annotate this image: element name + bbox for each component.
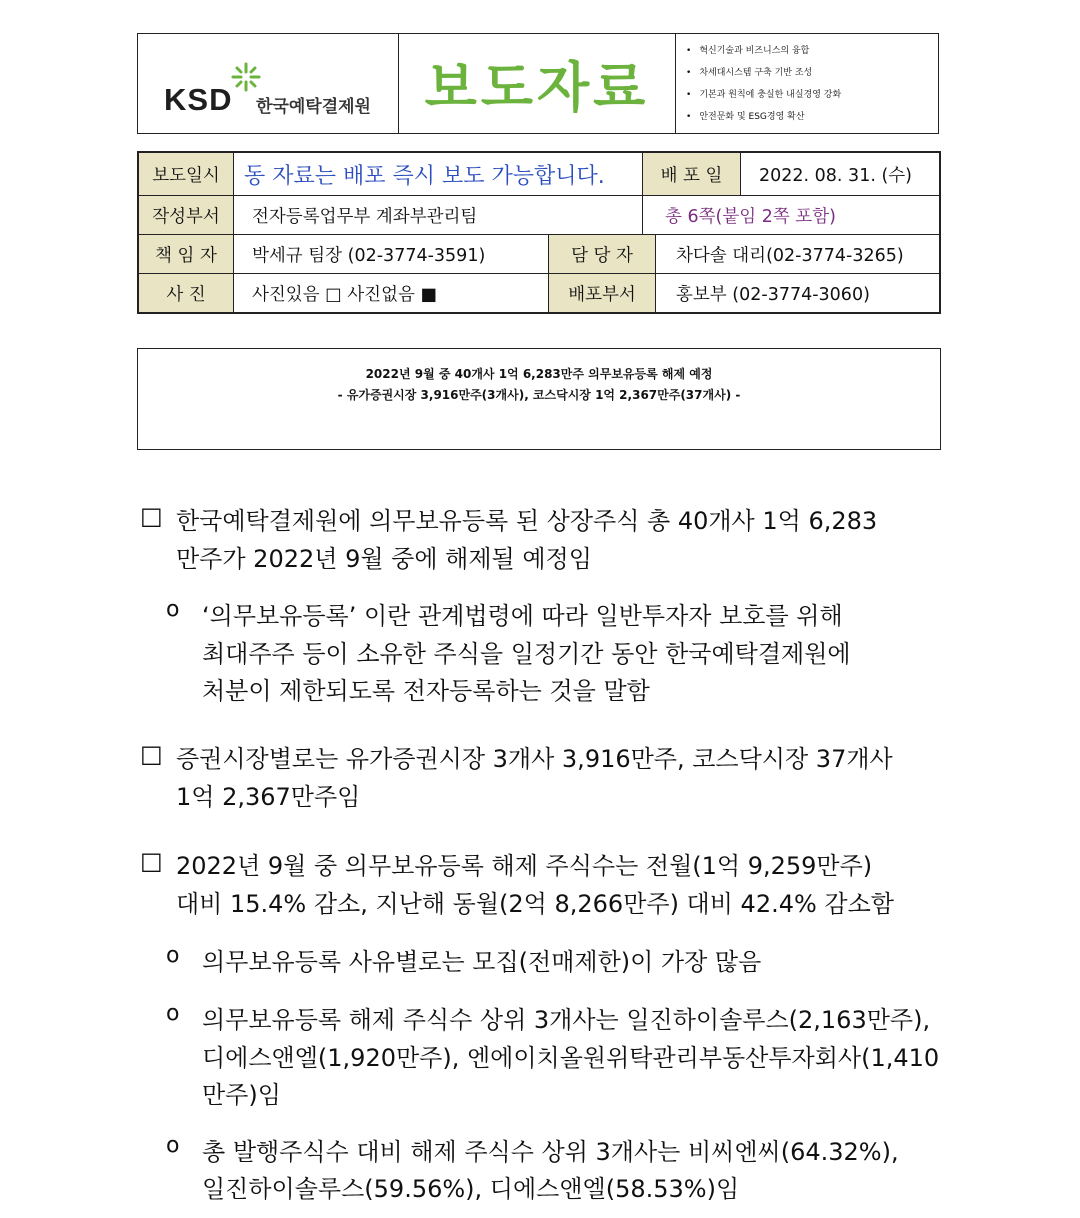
slogan-item: • 안전문화 및 ESG경영 확산 xyxy=(686,106,938,128)
body-line: 처분이 제한되도록 전자등록하는 것을 말함 xyxy=(202,677,650,705)
circle-bullet: ο xyxy=(166,1001,180,1026)
headline-main: 2022년 9월 중 40개사 1억 6,283만주 의무보유등록 해제 예정 xyxy=(365,367,713,381)
author-dept-value: 전자등록업무부 계좌부관리팀 xyxy=(234,196,643,234)
circle-bullet: ο xyxy=(166,943,180,968)
photo-value: 사진있음 □ 사진없음 ■ xyxy=(234,274,549,312)
body-line: 2022년 9월 중 의무보유등록 해제 주식수는 전월(1억 9,259만주) xyxy=(176,852,873,880)
body-line: 한국예탁결제원에 의무보유등록 된 상장주식 총 40개사 1억 6,283 xyxy=(176,507,878,535)
dist-dept-label: 배포부서 xyxy=(549,274,656,312)
responsible-label: 책 임 자 xyxy=(139,235,234,273)
release-date-value: 동 자료는 배포 즉시 보도 가능합니다. xyxy=(234,153,643,195)
logo-ksd-text: KSD xyxy=(164,82,233,117)
info-row-responsible xyxy=(139,235,939,274)
body-line: ‘의무보유등록’ 이란 관계법령에 따라 일반투자자 보호를 위해 xyxy=(202,602,843,630)
title-cell xyxy=(399,34,676,133)
slogan-list xyxy=(686,40,938,128)
author-dept-label: 작성부서 xyxy=(139,196,234,234)
circle-bullet: ο xyxy=(166,597,180,622)
body-line: 일진하이솔루스(59.56%), 디에스앤엘(58.53%)임 xyxy=(202,1175,740,1203)
headline-sub: - 유가증권시장 3,916만주(3개사), 코스닥시장 1억 2,367만주(37개사) - xyxy=(337,388,741,402)
slogan-item: • 기본과 원칙에 충실한 내실경영 강화 xyxy=(686,84,938,106)
body-line: 디에스앤엘(1,920만주), 엔에이치올원위탁관리부동산투자회사(1,410 xyxy=(202,1044,940,1072)
info-row-author xyxy=(139,196,939,235)
contact-label: 담 당 자 xyxy=(549,235,656,273)
page-count-value: 총 6쪽(붙임 2쪽 포함) xyxy=(665,206,836,227)
press-release-title: 보도자료 xyxy=(424,56,650,119)
body-line: 1억 2,367만주임 xyxy=(176,783,361,811)
body-line: 총 발행주식수 대비 해제 주식수 상위 3개사는 비씨엔씨(64.32%), xyxy=(202,1138,899,1166)
info-row-release xyxy=(139,153,939,196)
body-line: 의무보유등록 해제 주식수 상위 3개사는 일진하이솔루스(2,163만주), xyxy=(202,1006,931,1034)
distribution-date-label: 배 포 일 xyxy=(643,153,741,195)
body-line: 만주)임 xyxy=(202,1081,281,1109)
body-line: 최대주주 등이 소유한 주식을 일정기간 동안 한국예탁결제원에 xyxy=(202,640,851,668)
release-date-label: 보도일시 xyxy=(139,153,234,195)
dist-dept-value: 홍보부 (02-3774-3060) xyxy=(676,284,870,305)
contact-value: 차다솔 대리(02-3774-3265) xyxy=(676,245,904,266)
square-bullet: □ xyxy=(140,847,163,875)
header-table xyxy=(137,33,939,134)
slogan-cell xyxy=(676,34,938,133)
logo-cell xyxy=(138,34,399,133)
headline-box xyxy=(137,348,941,450)
logo-sparkle-icon xyxy=(229,60,263,94)
body-line: 증권시장별로는 유가증권시장 3개사 3,916만주, 코스닥시장 37개사 xyxy=(176,745,893,773)
body-line: 의무보유등록 사유별로는 모집(전매제한)이 가장 많음 xyxy=(202,948,762,976)
info-table xyxy=(137,151,941,314)
logo-org-name: 한국예탁결제원 xyxy=(256,97,371,117)
distribution-date-value: 2022. 08. 31. (수) xyxy=(759,165,913,186)
circle-bullet: ο xyxy=(166,1133,180,1158)
info-row-photo xyxy=(139,274,939,312)
slogan-item: • 차세대시스템 구축 기반 조성 xyxy=(686,62,938,84)
square-bullet: □ xyxy=(140,502,163,530)
responsible-value: 박세규 팀장 (02-3774-3591) xyxy=(234,235,549,273)
square-bullet: □ xyxy=(140,740,163,768)
slogan-item: • 혁신기술과 비즈니스의 융합 xyxy=(686,40,938,62)
body-line: 만주가 2022년 9월 중에 해제될 예정임 xyxy=(176,545,592,573)
photo-label: 사 진 xyxy=(139,274,234,312)
body-line: 대비 15.4% 감소, 지난해 동월(2억 8,266만주) 대비 42.4% 감소함 xyxy=(176,890,894,918)
